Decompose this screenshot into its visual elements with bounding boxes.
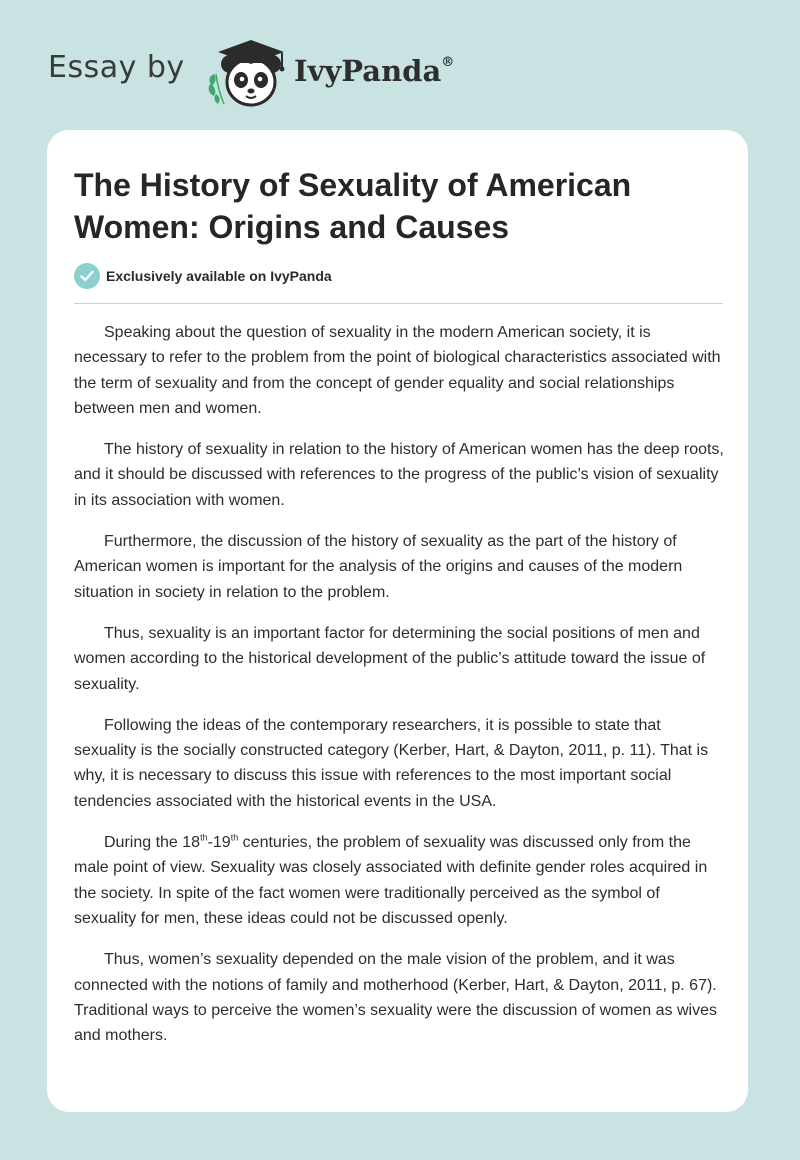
paragraph: Speaking about the question of sexuality in the modern American society, it is necessary to refer to the problem from the point of biological characteristics associated with the term of sexuality and from the concept of gender equality and social relationships between men and women. [74,324,721,417]
paragraph: Furthermore, the discussion of the history of sexuality as the part of the history of American women is important for the analysis of the origins and causes of the modern situation in society in relation to the problem. [74,533,683,601]
site-header [48,30,508,110]
paragraph: Following the ideas of the contemporary researchers, it is possible to state that sexuality is the socially constructed category (Kerber, Hart, & Dayton, 2011, p. 11). That is why, it is necessary to discuss this issue with references to the most important social tendencies associated with the historical events in the USA. [74,716,709,810]
registered-mark: ® [441,55,455,71]
paragraph: During the 18th-19th centuries, the problem of sexuality was discussed only from the male point of view. Sexuality was closely associated with definite gender roles acquired in the society. In spite of the fact women were traditionally perceived as the symbol of sexuality for men, these ideas could not be discussed openly. [74,832,708,927]
paragraph: The history of sexuality in relation to the history of American women has the deep roots, and it should be discussed with references to the progress of the public’s vision of sexuality in its association with women. [74,441,724,509]
exclusive-badge [74,263,332,289]
essay-card [47,130,748,1112]
badge-label: Exclusively available on IvyPanda [106,268,332,284]
essay-body [74,320,726,1064]
paragraph: Thus, sexuality is an important factor for determining the social positions of men and women according to the historical development of the public’s attitude toward the issue of sexuality. [74,624,706,693]
brand-name[interactable]: IvyPanda® [294,54,455,88]
paragraph: Thus, women’s sexuality depended on the male vision of the problem, and it was connected with the notions of family and motherhood (Kerber, Hart, & Dayton, 2011, p. 67). Traditional ways to perceive the women’s sexuality were the discussion of women as wives and mothers. [74,951,717,1045]
check-circle-icon [74,263,100,289]
divider [74,303,723,304]
panda-logo-icon[interactable] [202,34,292,110]
essay-by-label: Essay by [48,50,185,85]
page-title: The History of Sexuality of American Women: Origins and Causes [74,167,632,245]
